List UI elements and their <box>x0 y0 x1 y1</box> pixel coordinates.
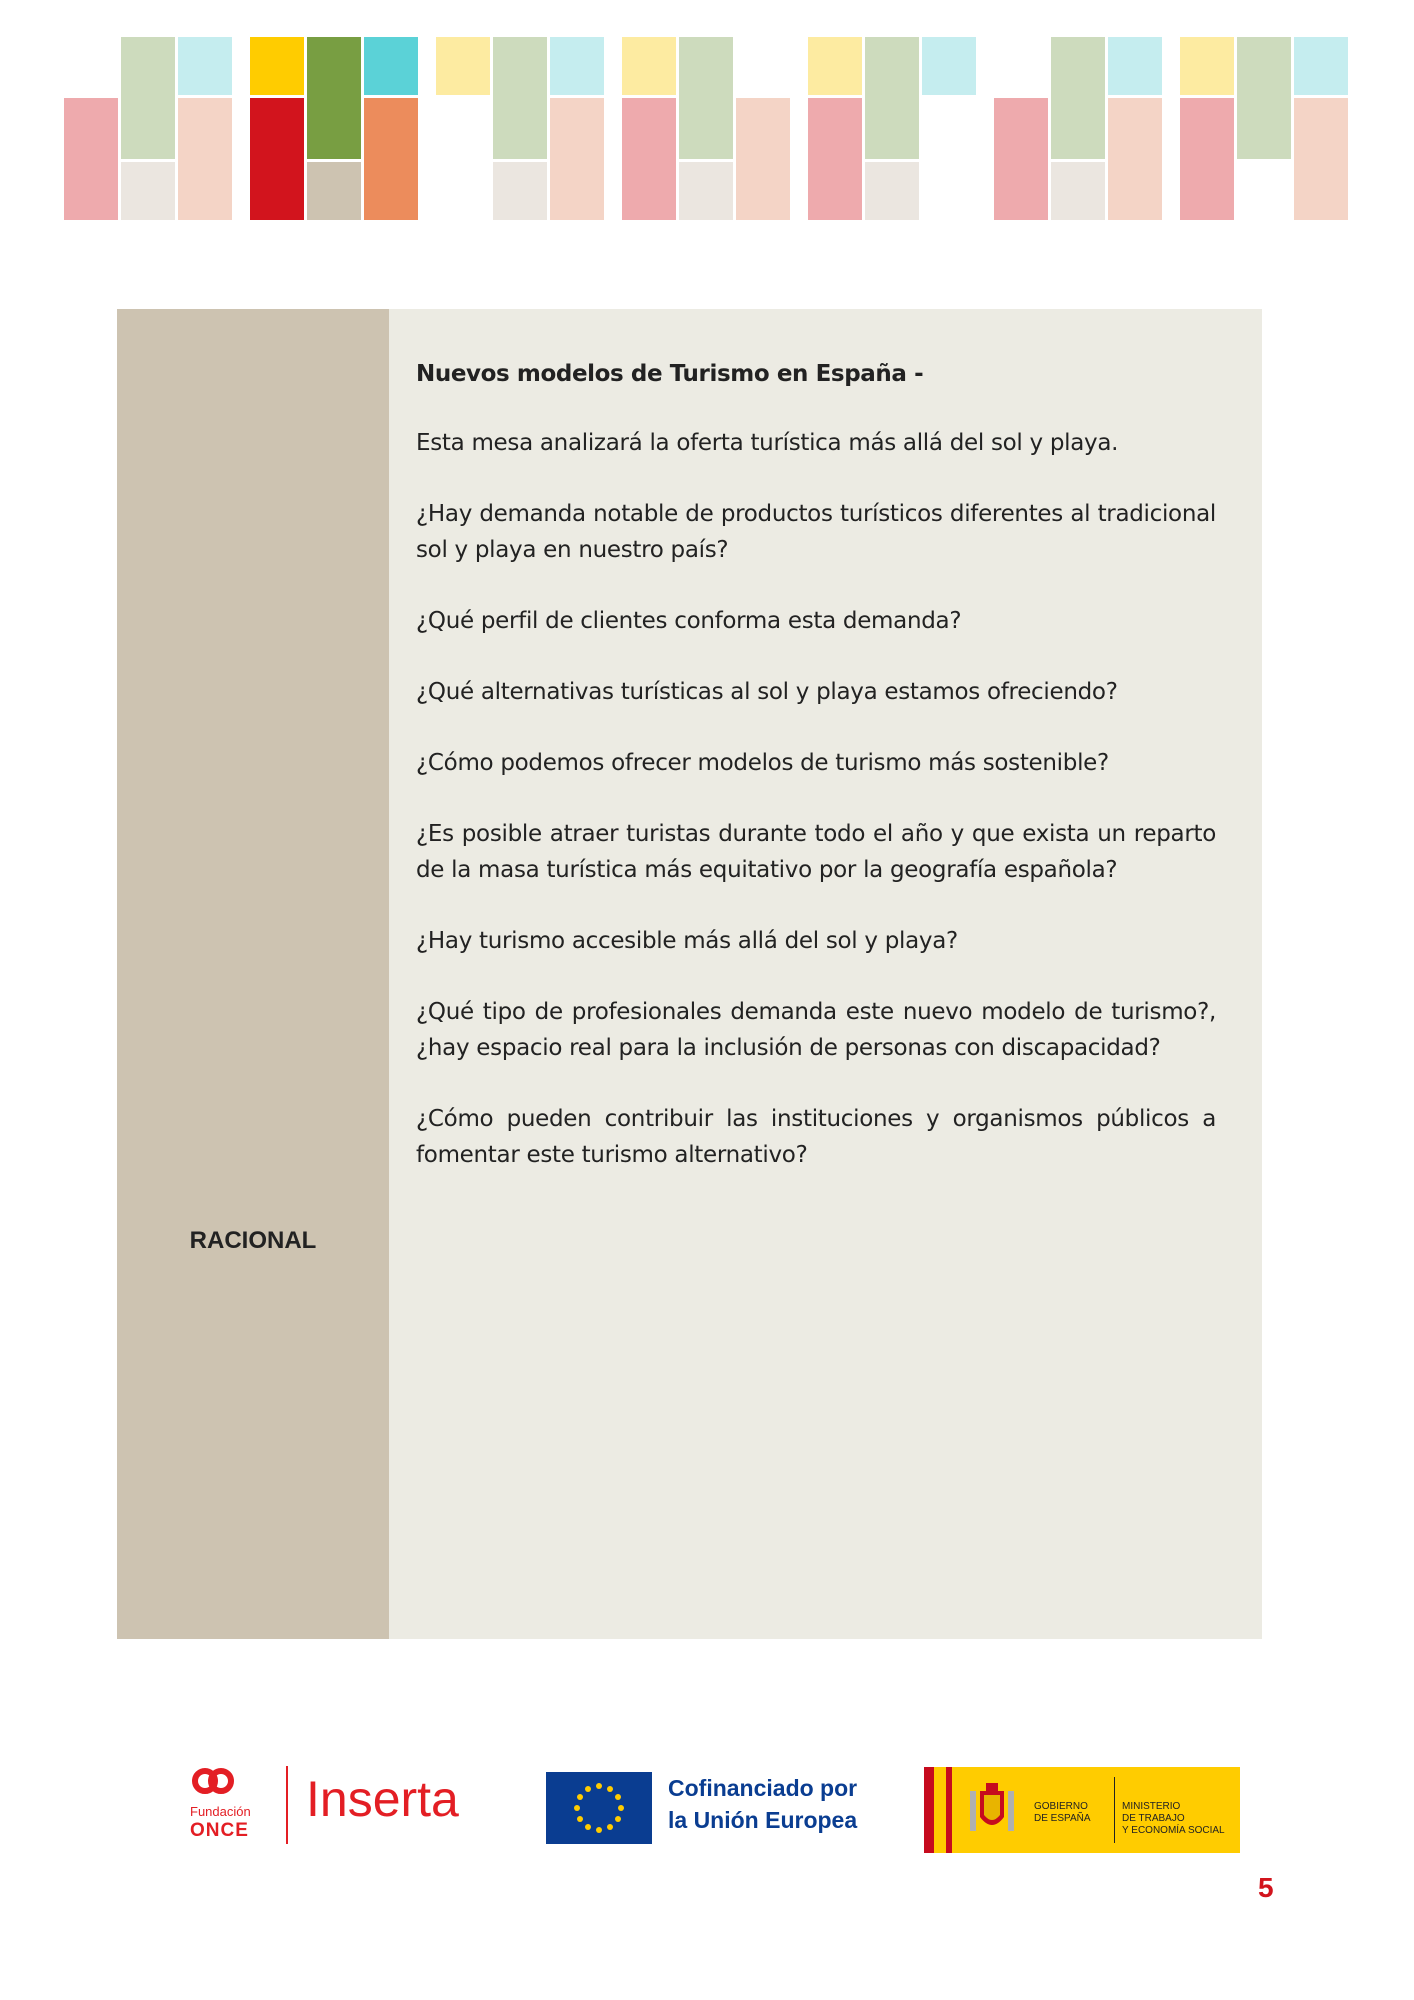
section-title: Nuevos modelos de Turismo en España - <box>416 361 924 387</box>
once-ring-icon <box>208 1768 234 1794</box>
coat-of-arms-icon <box>964 1777 1020 1843</box>
paragraph: ¿Qué perfil de clientes conforma esta demanda? <box>416 608 962 634</box>
mosaic-tile <box>364 98 418 220</box>
ministerio-text <box>1122 1801 1225 1837</box>
eu-cofinanced-text <box>668 1772 857 1836</box>
once-logo-text: Fundación <box>190 1804 251 1819</box>
ministry-text-line: Y ECONOMÍA SOCIAL <box>1122 1825 1225 1836</box>
mosaic-tile <box>307 37 361 159</box>
gobierno-logo <box>924 1767 1240 1853</box>
mosaic-tile <box>679 37 733 159</box>
eu-text-line: la Unión Europea <box>668 1807 858 1833</box>
section-label-column <box>117 309 389 1639</box>
mosaic-tile <box>1108 37 1162 95</box>
section-content <box>416 361 1216 1208</box>
mosaic-tile <box>307 162 361 220</box>
section-content-column <box>389 309 1262 1639</box>
mosaic-tile <box>1294 98 1348 220</box>
eu-flag-icon <box>546 1772 652 1844</box>
mosaic-tile <box>178 37 232 95</box>
mosaic-tile <box>808 37 862 95</box>
mosaic-tile <box>679 162 733 220</box>
mosaic-tile <box>121 162 175 220</box>
mosaic-tile <box>493 162 547 220</box>
paragraph: ¿Hay turismo accesible más allá del sol y playa? <box>416 928 958 954</box>
mosaic-tile <box>1237 37 1291 159</box>
paragraph: ¿Qué tipo de profesionales demanda este nuevo modelo de turismo?, ¿hay espacio real para la inclusión de personas con discapacidad? <box>416 999 1216 1061</box>
logo-divider <box>286 1766 288 1844</box>
mosaic-tile <box>250 37 304 95</box>
mosaic-tile <box>1108 98 1162 220</box>
mosaic-tile <box>493 37 547 159</box>
mosaic-tile <box>364 37 418 95</box>
mosaic-tile <box>121 37 175 159</box>
section-label: RACIONAL <box>189 1227 317 1254</box>
flag-stripe <box>946 1767 952 1853</box>
gobierno-text <box>1034 1801 1091 1825</box>
gov-text-line: GOBIERNO <box>1034 1801 1088 1812</box>
mosaic-tile <box>250 98 304 220</box>
mosaic-tile <box>994 98 1048 220</box>
paragraph: Esta mesa analizará la oferta turística más allá del sol y playa. <box>416 430 1119 456</box>
gov-divider <box>1114 1777 1115 1843</box>
ministry-text-line: DE TRABAJO <box>1122 1813 1185 1824</box>
gov-text-line: DE ESPAÑA <box>1034 1813 1091 1824</box>
mosaic-tile <box>736 98 790 220</box>
ministry-text-line: MINISTERIO <box>1122 1801 1181 1812</box>
mosaic-tile <box>622 37 676 95</box>
eu-text-line: Cofinanciado por <box>668 1775 858 1801</box>
page-number: 5 <box>1258 1872 1274 1903</box>
paragraph: ¿Cómo pueden contribuir las instituciones y organismos públicos a fomentar este turismo alternativo? <box>416 1106 1216 1168</box>
mosaic-tile <box>550 98 604 220</box>
header-mosaic <box>0 0 1414 230</box>
paragraph: ¿Cómo podemos ofrecer modelos de turismo más sostenible? <box>416 750 1109 776</box>
mosaic-tile <box>178 98 232 220</box>
mosaic-tile <box>1051 162 1105 220</box>
mosaic-tile <box>1051 37 1105 159</box>
flag-stripe <box>924 1767 934 1853</box>
mosaic-tile <box>922 37 976 95</box>
once-logo-text: ONCE <box>190 1820 249 1841</box>
paragraph: ¿Hay demanda notable de productos turísticos diferentes al tradicional sol y playa en nuestro país? <box>416 501 1216 563</box>
mosaic-tile <box>550 37 604 95</box>
paragraph: ¿Es posible atraer turistas durante todo el año y que exista un reparto de la masa turística más equitativo por la geografía española? <box>416 821 1216 883</box>
mosaic-tile <box>1294 37 1348 95</box>
inserta-logo: Inserta <box>306 1771 459 1827</box>
mosaic-tile <box>1180 98 1234 220</box>
mosaic-tile <box>436 37 490 95</box>
mosaic-tile <box>622 98 676 220</box>
fundacion-once-logo <box>190 1766 280 1846</box>
eu-stars-icon <box>546 1772 652 1844</box>
mosaic-tile <box>865 162 919 220</box>
mosaic-tile <box>865 37 919 159</box>
paragraph: ¿Qué alternativas turísticas al sol y playa estamos ofreciendo? <box>416 679 1118 705</box>
mosaic-tile <box>1180 37 1234 95</box>
mosaic-tile <box>64 98 118 220</box>
mosaic-tile <box>808 98 862 220</box>
footer-logos <box>0 1750 1414 1850</box>
